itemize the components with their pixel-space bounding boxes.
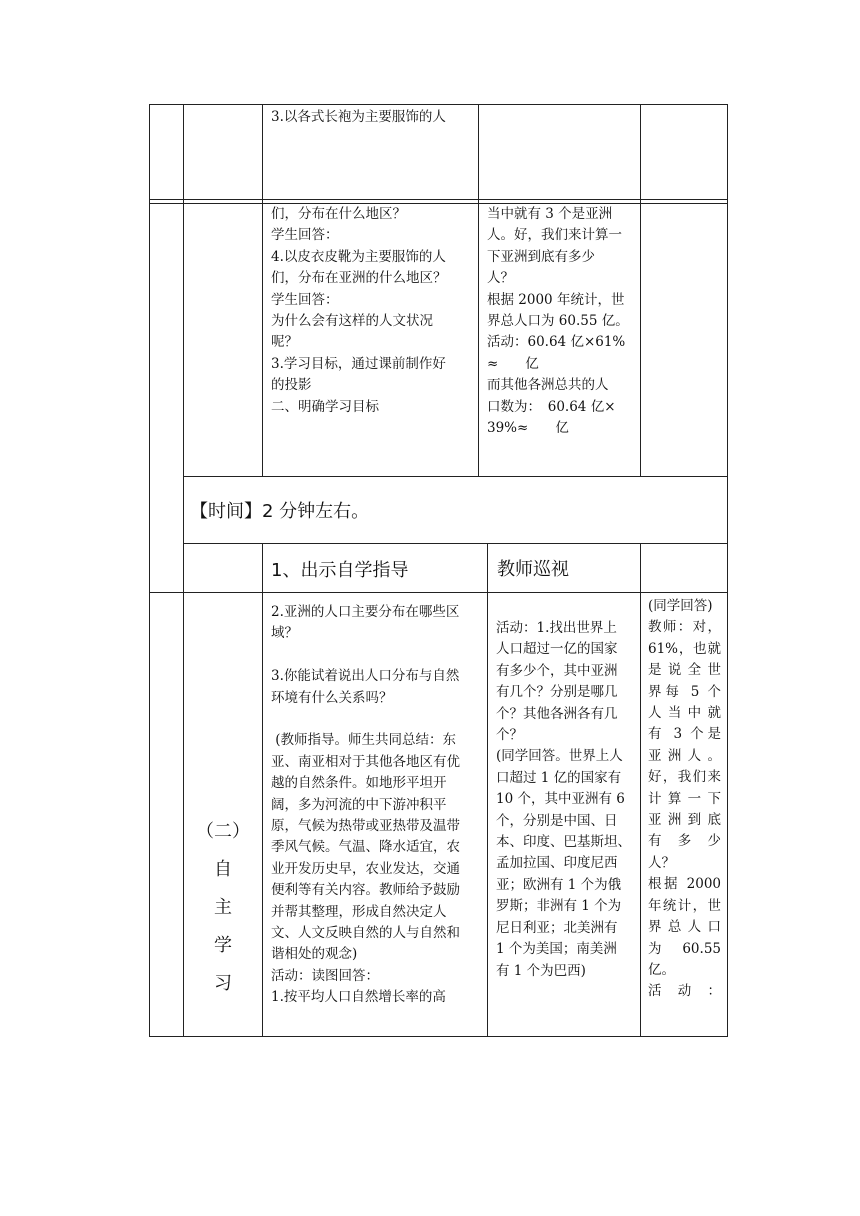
guide-row-teacher: 教师巡视 — [497, 559, 569, 580]
text-line: 年统计，世 — [648, 897, 721, 914]
row1-content-cell — [271, 107, 476, 128]
text-line: 阔，多为河流的中下游冲积平 — [271, 796, 447, 813]
text-line: 根据 2000 — [648, 876, 721, 893]
section-content-cell — [271, 602, 483, 1009]
text-line: 为什么会有这样的人文状况 — [271, 313, 433, 330]
text-line: 计算一下 — [648, 790, 721, 807]
section-label-line: 自 — [214, 859, 232, 880]
table-left-border — [149, 104, 150, 1037]
time-row-bottom-border — [183, 543, 728, 544]
text-line: 文、人文反映自然的人与自然和 — [271, 925, 460, 942]
time-row-text: 【时间】2 分钟左右。 — [190, 501, 370, 522]
text-line: 人？ — [487, 270, 514, 287]
text-line: 是说全世 — [648, 662, 721, 679]
text-line: 域？ — [271, 625, 298, 642]
text-line: 亚、南亚相对于其他各地区有优 — [271, 753, 460, 770]
text-line: 活动：1.找出世界上 — [496, 620, 617, 636]
text-line: 人。好，我们来计算一 — [487, 227, 622, 244]
text-line: 环境有什么关系吗？ — [271, 689, 393, 706]
text-line: 有 多 少 — [648, 833, 721, 850]
text-line: 季风气候。气温、降水适宜，农 — [271, 839, 460, 856]
table-right-border — [727, 104, 728, 1037]
text-line: 3.你能试着说出人口分布与自然 — [271, 668, 460, 685]
section-teacher-cell — [648, 596, 721, 1003]
text-line: 10 个，其中亚洲有 6 — [496, 791, 625, 808]
text-line: 39%≈ 亿 — [487, 420, 569, 437]
col2-right-border-top — [262, 104, 263, 476]
text-line: 个？其他各洲各有几 — [496, 705, 618, 722]
text-line: 尼日利亚；北美洲有 — [496, 919, 618, 936]
text-line: ≈ 亿 — [487, 355, 539, 372]
col2-right-border-bottom — [262, 543, 263, 1037]
section-label — [184, 820, 262, 1010]
text-line: 们，分布在什么地区？ — [271, 206, 406, 222]
col3-right-border-top — [478, 104, 479, 476]
text-line: 亚；欧洲有 1 个为俄 — [496, 876, 622, 893]
text-line: 根据 2000 年统计，世 — [487, 291, 625, 308]
text-line: 2.亚洲的人口主要分布在哪些区 — [271, 604, 460, 620]
text-line: 为 60.55 — [648, 940, 721, 957]
text-line: 本、印度、巴基斯坦、 — [496, 834, 631, 851]
text-line: (教师指导。师生共同总结：东 — [271, 732, 457, 749]
text-line: 越的自然条件。如地形平坦开 — [271, 775, 447, 792]
text-line: 的投影 — [271, 377, 312, 394]
text-line: 学生回答： — [271, 227, 339, 244]
row2-bottom-border — [183, 476, 728, 477]
text-line: 罗斯；非洲有 1 个为 — [496, 898, 622, 915]
text-line: 3.学习目标，通过课前制作好 — [271, 355, 446, 372]
text-line: 业开发历史早，农业发达，交通 — [271, 860, 460, 877]
row2-content-cell — [271, 204, 476, 418]
text-line: (同学回答) — [648, 598, 713, 614]
text-line: 有多少个，其中亚洲 — [496, 662, 618, 679]
text-line: 下亚洲到底有多少 — [487, 248, 595, 265]
text-line: 口超过 1 亿的国家有 — [496, 769, 622, 786]
text-line: 亿。 — [648, 961, 675, 978]
text-line: 呢？ — [271, 334, 298, 351]
text-line: 便利等有关内容。教师给予鼓励 — [271, 882, 460, 899]
text-line — [271, 709, 483, 730]
section-label-line: 主 — [214, 897, 232, 918]
text-line: 谐相处的观念) — [271, 946, 358, 963]
table-top-border — [149, 104, 728, 105]
text-line: 有 1 个为巴西) — [496, 962, 586, 979]
row1-bottom-border — [149, 199, 728, 200]
text-line: 61%，也就 — [648, 640, 721, 657]
text-line: 人？ — [648, 854, 675, 871]
text-line: 好，我们来 — [648, 769, 721, 786]
text-line: 当中就有 3 个是亚洲 — [487, 206, 613, 222]
guide-row-bottom-border — [149, 592, 728, 593]
guide-row-instruction: 1、出示自学指导 — [271, 560, 409, 581]
col4-right-border-bottom — [640, 543, 641, 1037]
text-line: 界总人口为 60.55 亿。 — [487, 313, 629, 330]
text-line: 1 个为美国；南美洲 — [496, 941, 617, 958]
text-line — [271, 645, 483, 666]
text-line: 有几个？分别是哪几 — [496, 684, 618, 701]
text-line: 学生回答： — [271, 291, 339, 308]
text-line: 活 动 ： — [648, 983, 721, 1000]
text-line: 人当中就 — [648, 705, 721, 722]
text-line: 口数为： 60.64 亿× — [487, 398, 616, 415]
text-line: 原，气候为热带或亚热带及温带 — [271, 818, 460, 835]
text-line: 有 3 个是 — [648, 726, 721, 743]
text-line: 孟加拉国、印度尼西 — [496, 855, 618, 872]
text-line: 3.以各式长袍为主要服饰的人 — [271, 109, 446, 125]
section-label-line: 学 — [214, 935, 232, 956]
text-line: 4.以皮衣皮靴为主要服饰的人 — [271, 248, 446, 265]
text-line: 活动：60.64 亿×61% — [487, 334, 626, 351]
section-label-line: 习 — [214, 973, 232, 994]
text-line: 并帮其整理，形成自然决定人 — [271, 903, 447, 920]
section-label-line: （二） — [196, 821, 250, 842]
col3-right-border-bottom — [487, 543, 488, 1037]
text-line: 二、明确学习目标 — [271, 398, 379, 415]
text-line: 教师：对， — [648, 619, 721, 636]
text-line: 1.按平均人口自然增长率的高 — [271, 989, 446, 1006]
text-line: 界总人口 — [648, 919, 721, 936]
text-line: (同学回答。世界上人 — [496, 748, 623, 765]
text-line: 们，分布在亚洲的什么地区？ — [271, 270, 447, 287]
row2-teacher-cell — [487, 204, 637, 439]
text-line: 界每 5 个 — [648, 683, 721, 700]
text-line: 个？ — [496, 727, 523, 744]
text-line: 亚洲到底 — [648, 812, 721, 829]
text-line: 个，分别是中国、日 — [496, 812, 618, 829]
text-line: 人口超过一亿的国家 — [496, 641, 618, 658]
table-bottom-border — [149, 1036, 728, 1037]
col4-right-border-top — [640, 104, 641, 476]
text-line: 亚洲人。 — [648, 747, 721, 764]
section-activity-cell — [496, 618, 638, 982]
text-line: 活动：读图回答： — [271, 967, 379, 984]
text-line: 而其他各洲总共的人 — [487, 377, 609, 394]
